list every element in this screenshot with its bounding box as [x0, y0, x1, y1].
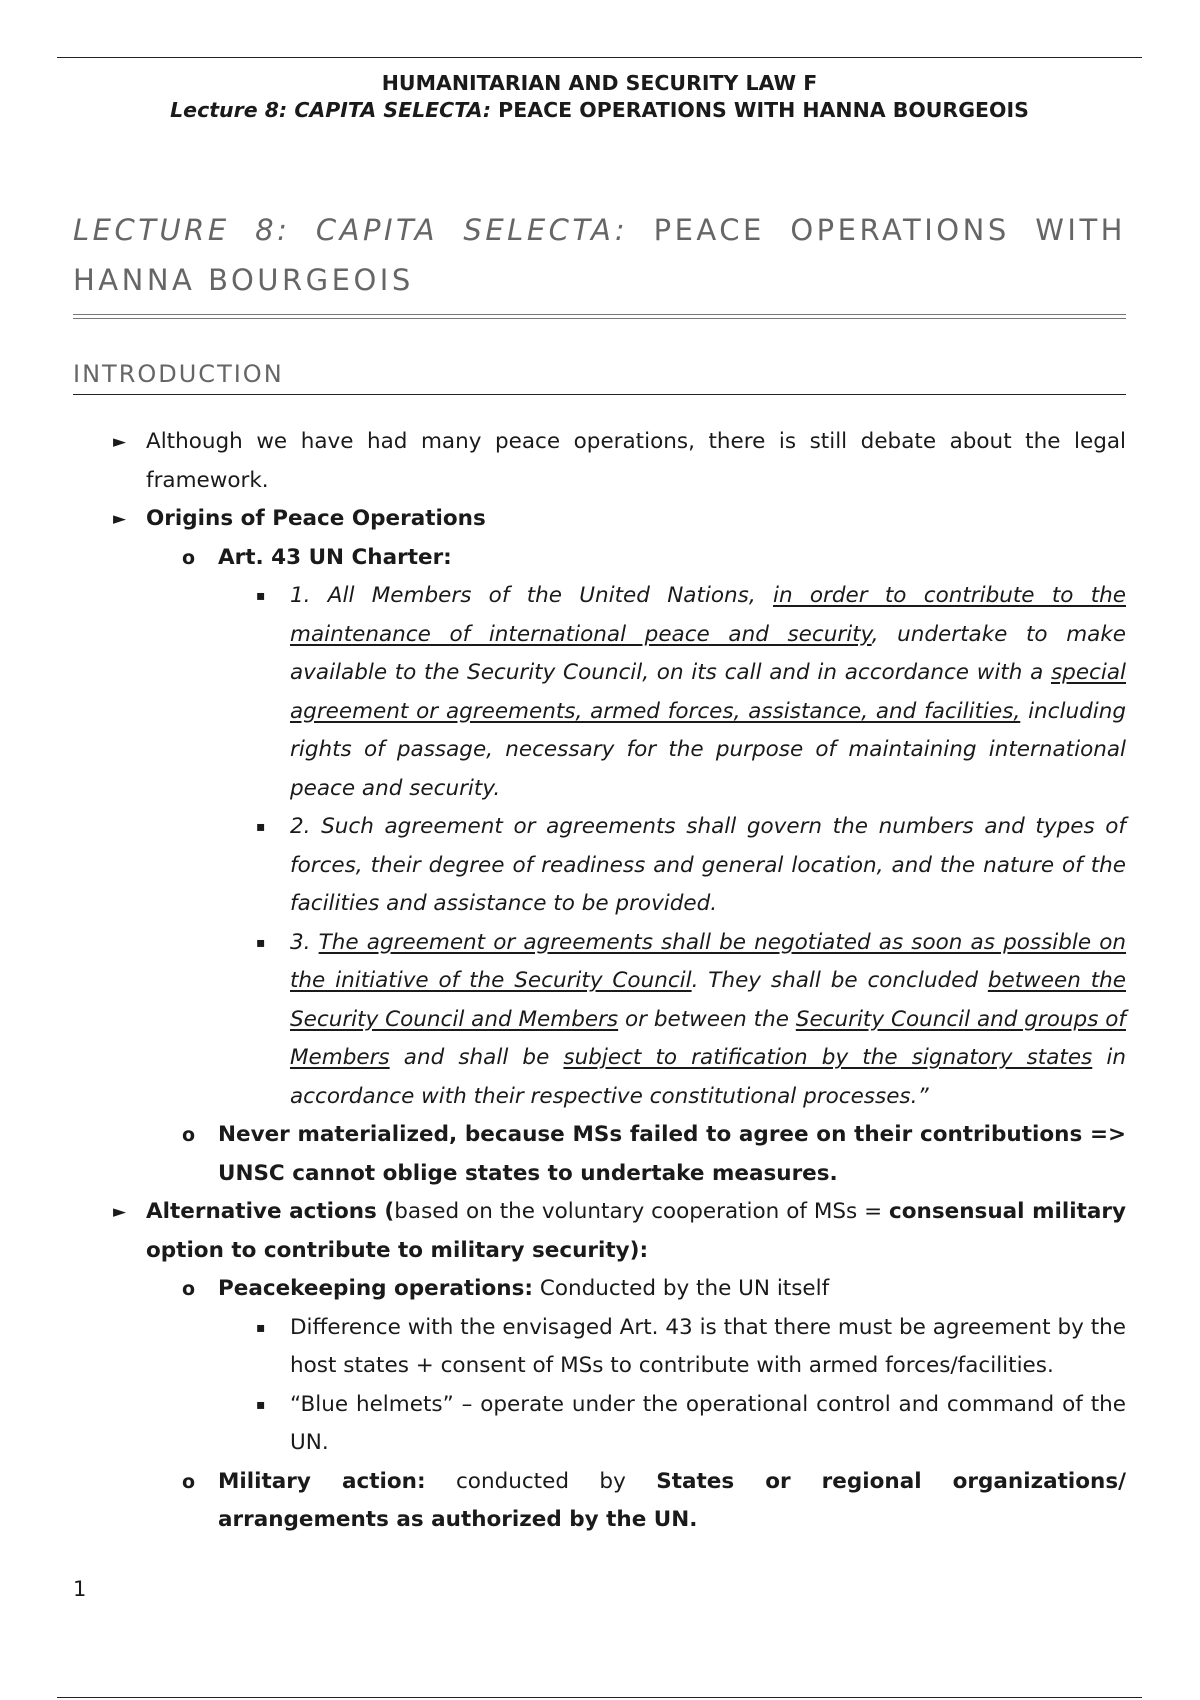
top-rule — [57, 57, 1142, 58]
title-double-rule-bottom — [73, 318, 1126, 319]
p3-text-i: in accordance with their respective constitutional processes.” — [290, 1045, 1126, 1109]
list-item-never-materialized — [182, 1116, 1126, 1193]
list-item-blue-helmets — [256, 1386, 1126, 1463]
list-item-text: Difference with the envisaged Art. 43 is that there must be agreement by the host states + consent of MSs to contribute with armed forces/facilities. — [290, 1314, 1126, 1378]
bottom-rule — [57, 1697, 1142, 1698]
document-title-italic: LECTURE 8: CAPITA SELECTA: — [73, 213, 629, 247]
page-number: 1 — [73, 1577, 87, 1601]
list-item-text: Origins of Peace Operations — [146, 506, 486, 531]
arrow-bullet-icon: ► — [113, 432, 127, 452]
circle-bullet-icon: o — [182, 1124, 196, 1146]
list-item-text: Art. 43 UN Charter: — [218, 544, 452, 570]
arrow-bullet-icon: ► — [113, 509, 127, 529]
list-item-peacekeeping — [182, 1270, 1126, 1309]
list-item-art43-paragraph-2 — [256, 808, 1126, 924]
section-introduction — [73, 357, 1126, 395]
military-bold: States or regional organizations/ arrangements as authorized by the UN. — [218, 1468, 1126, 1532]
alt-text-d: ): — [629, 1237, 649, 1263]
document-title-block — [73, 205, 1126, 319]
list-item-text: 2. Such agreement or agreements shall govern the numbers and types of forces, their degree of readiness and general location, and the nature of the facilities and assistance to be provided. — [290, 814, 1126, 916]
list-item-military-action — [182, 1463, 1126, 1540]
p3-underlined-h: subject to ratification by the signatory states — [563, 1045, 1093, 1070]
square-bullet-icon: ▪ — [256, 1319, 266, 1336]
circle-bullet-icon: o — [182, 1470, 196, 1493]
list-item-art43 — [182, 539, 1126, 578]
circle-bullet-icon: o — [182, 1278, 196, 1300]
document-title-rest: PEACE OPERATIONS WITH HANNA BOURGEOIS — [73, 213, 1126, 297]
p3-text-g: and shall be — [389, 1045, 564, 1070]
header-course-title: HUMANITARIAN AND SECURITY LAW F — [381, 71, 818, 95]
header-lecture-title — [57, 97, 1142, 124]
section-heading-rule — [73, 394, 1126, 395]
header-lecture-italic: Lecture 8: CAPITA SELECTA: — [170, 98, 492, 122]
p1-underlined-b: in order to contribute to the maintenance of international peace and security — [290, 583, 1126, 647]
square-bullet-icon: ▪ — [256, 588, 266, 604]
header-lecture-rest: PEACE OPERATIONS WITH HANNA BOURGEOIS — [491, 98, 1029, 122]
arrow-bullet-icon: ► — [113, 1202, 127, 1222]
p3-underlined-d: between the Security Council and Members — [290, 968, 1126, 1032]
title-double-rule-top — [73, 314, 1126, 315]
page-header — [57, 70, 1142, 124]
p1-text-e: including rights of passage, necessary for the purpose of maintaining international peace and security. — [290, 698, 1126, 801]
p3-text-e: or between the — [618, 1006, 796, 1032]
alt-text-a: Alternative actions ( — [146, 1199, 395, 1224]
square-bullet-icon: ▪ — [256, 934, 266, 951]
p3-underlined-f: Security Council and groups of Members — [290, 1006, 1126, 1070]
peacekeeping-text: Conducted by the UN itself — [532, 1276, 830, 1301]
alt-text-b: based on the voluntary cooperation of MSs = — [394, 1199, 890, 1224]
list-item-text: “Blue helmets” – operate under the operational control and command of the UN. — [290, 1391, 1126, 1455]
p1-underlined-d: special agreement or agreements, armed forces, assistance, and facilities, — [290, 660, 1126, 724]
military-text: conducted by — [425, 1468, 657, 1494]
alt-text-c: consensual military option to contribute to military security — [146, 1199, 1127, 1263]
p3-text-c: . They shall be concluded — [691, 968, 988, 993]
p1-text-a: 1. All Members of the United Nations, — [290, 583, 773, 608]
document-body — [0, 423, 1200, 1540]
list-item-debate — [113, 423, 1126, 500]
section-heading: INTRODUCTION — [73, 360, 284, 388]
list-item-art43-paragraph-3 — [256, 924, 1126, 1117]
list-item-alternative-actions — [113, 1193, 1127, 1270]
p3-underlined-b: The agreement or agreements shall be negotiated as soon as possible on the initiative of the Security Council — [290, 929, 1126, 993]
p3-text-a: 3. — [290, 929, 319, 955]
list-item-text: Never materialized, because MSs failed to agree on their contributions => UNSC cannot oblige states to undertake measures. — [218, 1122, 1126, 1186]
peacekeeping-label: Peacekeeping operations: — [218, 1276, 533, 1301]
square-bullet-icon: ▪ — [256, 1396, 266, 1413]
list-item-difference — [256, 1309, 1126, 1386]
list-item-origins — [113, 500, 1126, 539]
list-item-art43-paragraph-1 — [256, 577, 1126, 808]
circle-bullet-icon: o — [182, 546, 196, 569]
square-bullet-icon: ▪ — [256, 819, 266, 835]
list-item-text: Although we have had many peace operations, there is still debate about the legal framework. — [146, 429, 1126, 493]
p1-text-c: , undertake to make available to the Security Council, on its call and in accordance with a — [290, 621, 1126, 685]
military-label: Military action: — [218, 1468, 426, 1494]
document-title — [73, 205, 1126, 305]
